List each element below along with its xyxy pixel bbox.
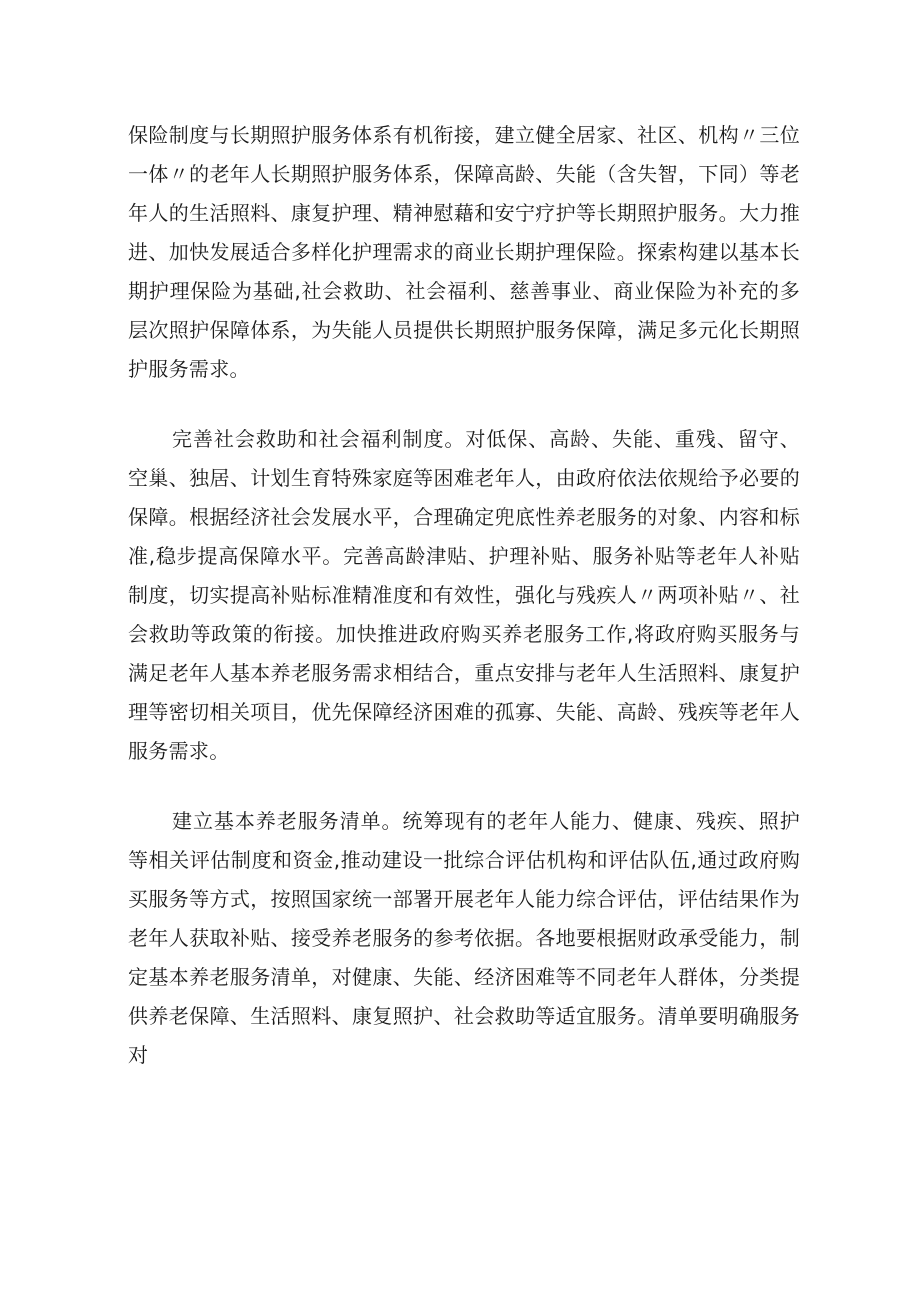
- paragraph-long-term-care-insurance: 保险制度与长期照护服务体系有机衔接，建立健全居家、社区、机构〃三位一体〃的老年人长期照护服务体系，保障高龄、失能（含失智，下同）等老年人的生活照料、康复护理、精神慰藉和安宁疗护等长期照护服务。大力推进、加快发展适合多样化护理需求的商业长期护理保险。探索构建以基本长期护理保险为基础,社会救助、社会福利、慈善事业、商业保险为补充的多层次照护保障体系，为失能人员提供长期照护服务保障，满足多元化长期照护服务需求。: [128, 123, 800, 381]
- paragraph-basic-elderly-care-list: 建立基本养老服务清单。统筹现有的老年人能力、健康、残疾、照护等相关评估制度和资金,推动建设一批综合评估机构和评估队伍,通过政府购买服务等方式，按照国家统一部署开展老年人能力综合评估，评估结果作为老年人获取补贴、接受养老服务的参考依据。各地要根据财政承受能力，制定基本养老服务清单，对健康、失能、经济困难等不同老年人群体，分类提供养老保障、生活照料、康复照护、社会救助等适宜服务。清单要明确服务对: [128, 809, 800, 1067]
- paragraph-social-assistance-welfare: 完善社会救助和社会福利制度。对低保、高龄、失能、重残、留守、空巢、独居、计划生育特殊家庭等困难老年人，由政府依法依规给予必要的保障。根据经济社会发展水平，合理确定兜底性养老服务的对象、内容和标准,稳步提高保障水平。完善高龄津贴、护理补贴、服务补贴等老年人补贴制度，切实提高补贴标准精准度和有效性，强化与残疾人〃两项补贴〃、社会救助等政策的衔接。加快推进政府购买养老服务工作,将政府购买服务与满足老年人基本养老服务需求相结合，重点安排与老年人生活照料、康复护理等密切相关项目，优先保障经济困难的孤寡、失能、高龄、残疾等老年人服务需求。: [128, 427, 800, 763]
- document-body: [128, 116, 800, 1075]
